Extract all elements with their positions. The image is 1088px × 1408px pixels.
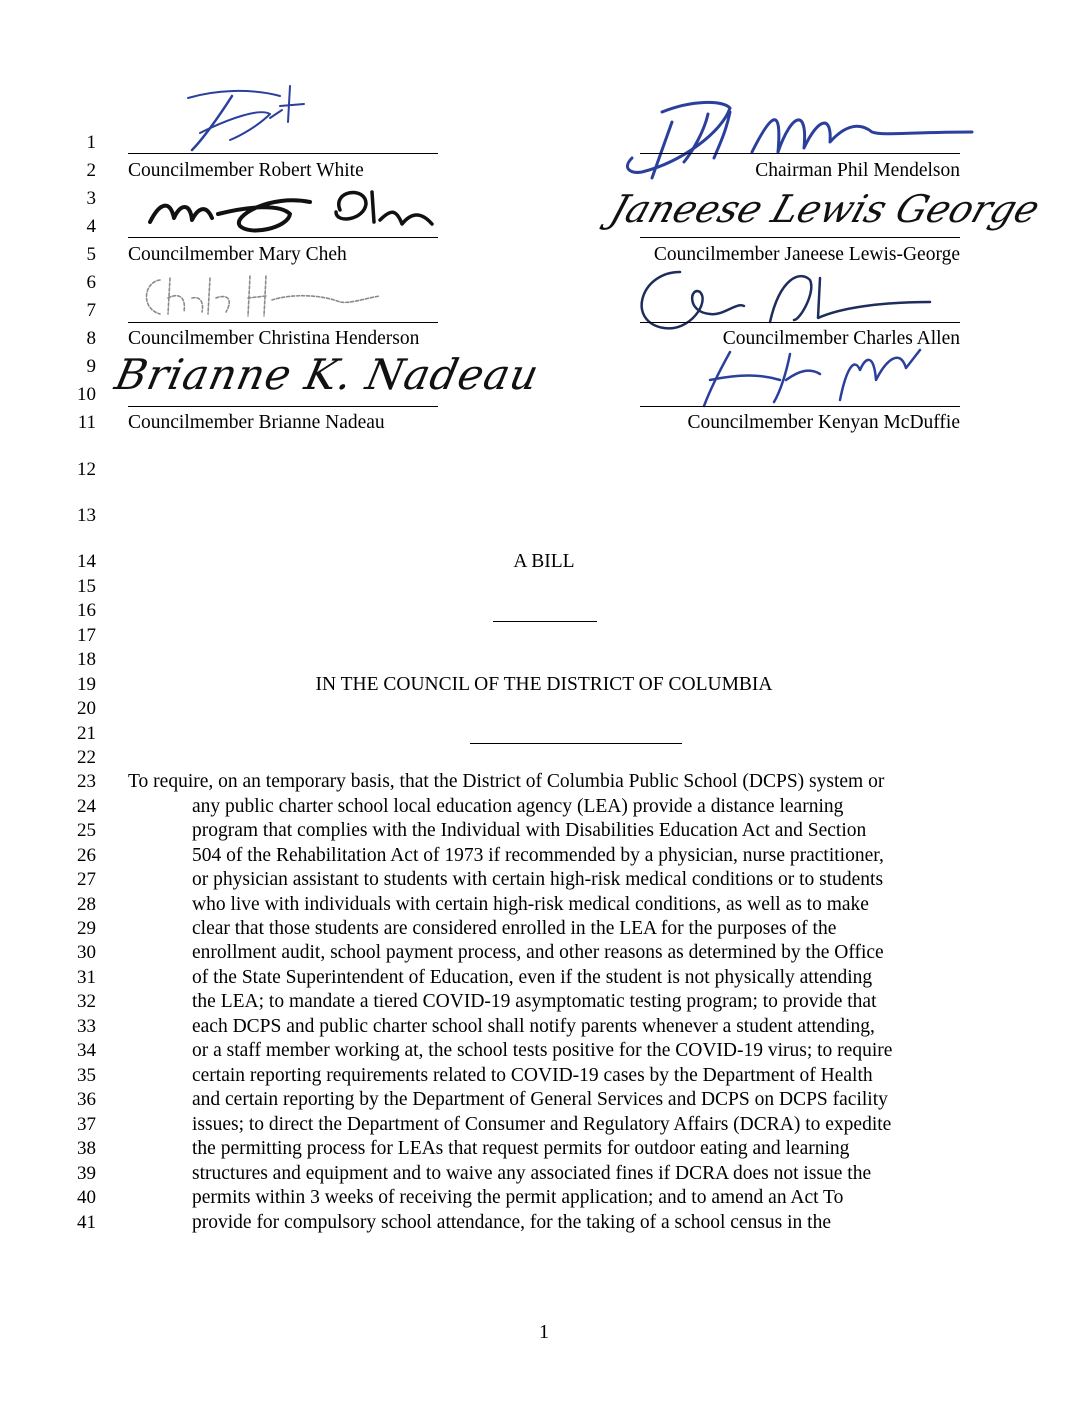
bill-text-line: enrollment audit, school payment process, and other reasons as determined by the Office [192,942,884,963]
signature-christina-henderson [130,268,390,328]
line-number: 24 [77,796,96,817]
signature-janeese-lewis-george: Janeese Lewis George [604,187,1046,231]
bill-text-line: certain reporting requirements related to COVID-19 cases by the Department of Health [192,1065,873,1086]
line-number: 21 [77,723,96,744]
bill-text-line: the LEA; to mandate a tiered COVID-19 asymptomatic testing program; to provide that [192,991,877,1012]
signature-mary-cheh [140,180,440,240]
bill-number-blank [493,621,597,622]
line-number: 13 [77,505,96,526]
bill-text-line: clear that those students are considered enrolled in the LEA for the purposes of the [192,918,837,939]
signatory-name: Councilmember Christina Henderson [128,328,420,349]
line-number: 30 [77,942,96,963]
council-heading: IN THE COUNCIL OF THE DISTRICT OF COLUMBIA [315,674,773,695]
signature-line [640,406,960,407]
signatory-name: Councilmember Brianne Nadeau [128,412,385,433]
line-number: 33 [77,1016,96,1037]
signatory-name: Councilmember Charles Allen [722,328,960,349]
signatory-name: Chairman Phil Mendelson [755,160,960,181]
line-number: 36 [77,1089,96,1110]
signature-line [128,322,438,323]
line-number: 34 [77,1040,96,1061]
bill-text-line: program that complies with the Individual with Disabilities Education Act and Section [192,820,867,841]
page-number: 1 [539,1321,549,1343]
line-number: 18 [77,649,96,670]
line-number: 7 [86,300,96,321]
bill-text-line: provide for compulsory school attendance, for the taking of a school census in the [192,1212,831,1233]
line-number: 31 [77,967,96,988]
bill-text-line: 504 of the Rehabilitation Act of 1973 if recommended by a physician, nurse practitioner, [192,845,884,866]
signature-line [640,237,960,238]
signature-line [640,322,960,323]
date-blank [470,743,682,744]
line-number: 2 [86,160,96,181]
line-number: 4 [86,216,96,237]
line-number: 11 [77,412,96,433]
signature-robert-white [170,78,320,158]
line-number: 41 [77,1212,96,1233]
line-number: 8 [86,328,96,349]
line-number: 12 [77,459,96,480]
signatory-name: Councilmember Janeese Lewis-George [653,244,960,265]
bill-text-line: or a staff member working at, the school tests positive for the COVID-19 virus; to require [192,1040,893,1061]
signature-line [128,237,438,238]
signature-brianne-nadeau: Brianne K. Nadeau [110,350,544,399]
line-number: 9 [86,356,96,377]
line-number: 6 [86,272,96,293]
line-number: 1 [86,132,96,153]
signatory-name: Councilmember Kenyan McDuffie [687,412,960,433]
line-number: 38 [77,1138,96,1159]
line-number: 39 [77,1163,96,1184]
signature-kenyan-mcduffie [690,340,940,416]
line-number: 22 [77,747,96,768]
bill-text-line: the permitting process for LEAs that request permits for outdoor eating and learning [192,1138,850,1159]
line-number: 29 [77,918,96,939]
line-number: 27 [77,869,96,890]
bill-text-line: any public charter school local education agency (LEA) provide a distance learning [192,796,844,817]
bill-text-line: permits within 3 weeks of receiving the permit application; and to amend an Act To [192,1187,844,1208]
bill-text-line: To require, on an temporary basis, that the District of Columbia Public School (DCPS) system or [128,771,885,792]
line-number: 3 [86,188,96,209]
bill-heading: A BILL [513,551,575,572]
bill-text-line: and certain reporting by the Department of General Services and DCPS on DCPS facility [192,1089,888,1110]
bill-text-line: each DCPS and public charter school shall notify parents whenever a student attending, [192,1016,875,1037]
signature-line [640,153,960,154]
bill-text-line: structures and equipment and to waive any associated fines if DCRA does not issue the [192,1163,872,1184]
line-number: 23 [77,771,96,792]
line-number: 28 [77,894,96,915]
signatory-name: Councilmember Mary Cheh [128,244,347,265]
line-number: 17 [77,625,96,646]
signature-line [128,153,438,154]
signatory-name: Councilmember Robert White [128,160,364,181]
bill-text-line: who live with individuals with certain high-risk medical conditions, as well as to make [192,894,869,915]
line-number: 37 [77,1114,96,1135]
line-number: 40 [77,1187,96,1208]
line-number: 14 [77,551,96,572]
line-number: 32 [77,991,96,1012]
line-number: 35 [77,1065,96,1086]
line-number: 26 [77,845,96,866]
line-number: 15 [77,576,96,597]
line-number: 5 [86,244,96,265]
bill-text-line: issues; to direct the Department of Consumer and Regulatory Affairs (DCRA) to expedite [192,1114,892,1135]
line-number: 10 [77,384,96,405]
line-number: 20 [77,698,96,719]
line-number: 19 [77,674,96,695]
bill-text-line: of the State Superintendent of Education, even if the student is not physically attending [192,967,873,988]
line-number: 16 [77,600,96,621]
signature-line [128,406,438,407]
bill-text-line: or physician assistant to students with certain high-risk medical conditions or to students [192,869,884,890]
signature-charles-allen [620,262,940,338]
line-number: 25 [77,820,96,841]
